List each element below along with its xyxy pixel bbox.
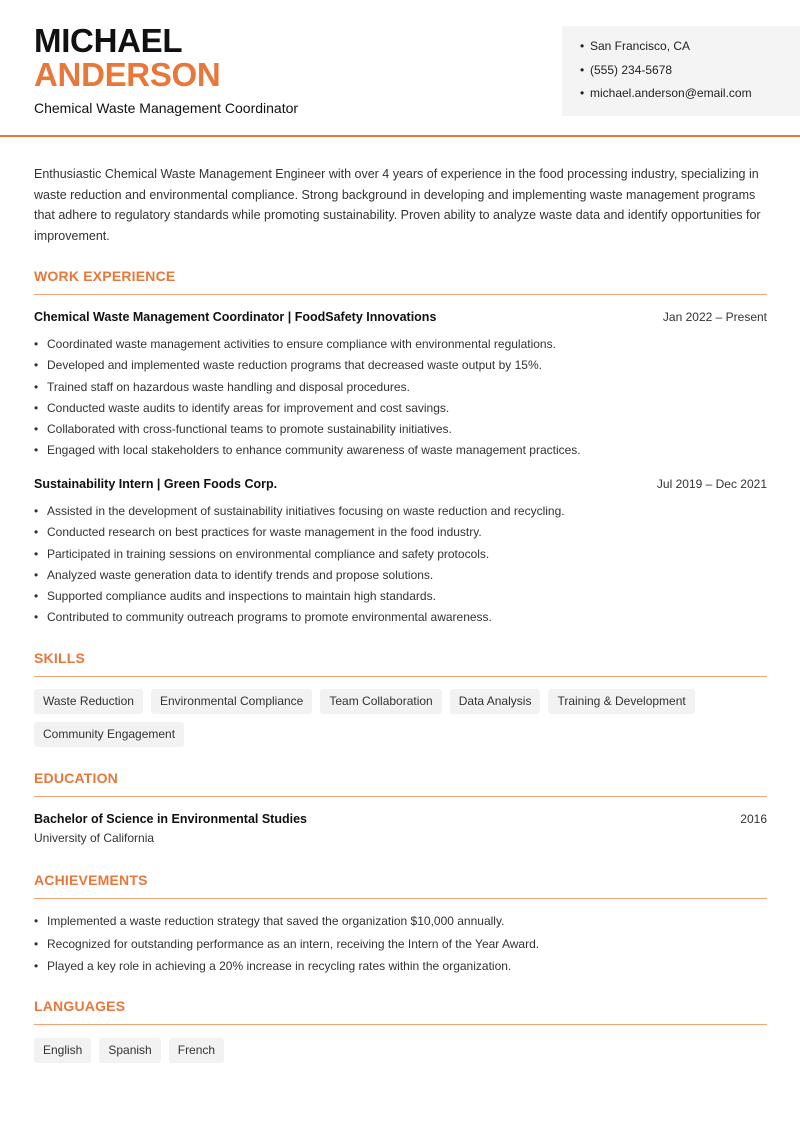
list-item: • Engaged with local stakeholders to enhance community awareness of waste management practices. xyxy=(34,443,581,458)
list-item: • Coordinated waste management activities to ensure compliance with environmental regulations. xyxy=(34,337,556,351)
job-header-1 xyxy=(34,310,767,324)
contact-location-text: San Francisco, CA xyxy=(590,39,691,53)
skill-chip: Waste Reduction xyxy=(34,689,143,714)
list-item: • Trained staff on hazardous waste handling and disposal procedures. xyxy=(34,379,410,394)
graduation-year: 2016 xyxy=(740,812,767,826)
section-divider xyxy=(34,676,767,677)
job-bullets-2 xyxy=(34,503,767,631)
section-divider xyxy=(34,898,767,899)
job-dates: Jul 2019 – Dec 2021 xyxy=(656,477,767,491)
list-item: • Collaborated with cross-functional teams to promote sustainability initiatives. xyxy=(34,422,452,437)
school-name: University of California xyxy=(34,831,155,845)
section-title-languages: LANGUAGES xyxy=(34,998,126,1014)
skill-chip: Environmental Compliance xyxy=(151,689,312,714)
contact-email xyxy=(580,85,800,109)
language-chip: English xyxy=(34,1038,91,1063)
list-item: • Assisted in the development of sustainability initiatives focusing on waste reduction and recycling. xyxy=(34,504,565,518)
contact-phone xyxy=(580,62,800,86)
list-item: • Analyzed waste generation data to identify trends and propose solutions. xyxy=(34,567,434,582)
resume-header xyxy=(0,0,800,137)
achievements-list xyxy=(34,913,767,981)
language-chip: Spanish xyxy=(99,1038,160,1063)
skill-chip: Team Collaboration xyxy=(320,689,441,714)
list-item: • Conducted waste audits to identify areas for improvement and cost savings. xyxy=(34,400,450,415)
contact-email-text: michael.anderson@email.com xyxy=(590,86,752,100)
bullet-icon: • xyxy=(580,39,585,53)
first-name: MICHAEL xyxy=(34,22,183,59)
job-role: Sustainability Intern | Green Foods Corp. xyxy=(34,477,278,491)
section-divider xyxy=(34,796,767,797)
list-item: • Played a key role in achieving a 20% increase in recycling rates within the organization. xyxy=(34,959,512,974)
language-chip: French xyxy=(169,1038,224,1063)
skill-chip: Community Engagement xyxy=(34,722,184,747)
section-divider xyxy=(34,1024,767,1025)
job-header-2 xyxy=(34,477,767,491)
section-title-education: EDUCATION xyxy=(34,770,118,786)
job-title: Chemical Waste Management Coordinator xyxy=(34,100,299,116)
section-divider xyxy=(34,294,767,295)
contact-location xyxy=(580,38,800,62)
professional-summary: Enthusiastic Chemical Waste Management Engineer with over 4 years of experience in the food processing industry, specializing in waste reduction and environmental compliance. Strong background in developing and implementing waste management programs that adhere to regulatory standards while promoting sustainability. Proven ability to analyze waste data and identify opportunities for improvement. xyxy=(34,167,761,244)
skills-list xyxy=(34,689,774,747)
degree: Bachelor of Science in Environmental Studies xyxy=(34,812,307,826)
languages-list xyxy=(34,1038,774,1063)
list-item: • Participated in training sessions on environmental compliance and safety protocols. xyxy=(34,546,490,561)
contact-phone-text: (555) 234-5678 xyxy=(590,62,673,77)
skill-chip: Training & Development xyxy=(548,689,694,714)
list-item: • Developed and implemented waste reduction programs that decreased waste output by 15%. xyxy=(34,358,542,373)
skill-chip: Data Analysis xyxy=(450,689,541,714)
list-item: • Recognized for outstanding performance as an intern, receiving the Intern of the Year Award. xyxy=(34,936,540,951)
bullet-icon: • xyxy=(580,86,585,100)
job-role: Chemical Waste Management Coordinator | FoodSafety Innovations xyxy=(34,310,437,324)
section-title-experience: WORK EXPERIENCE xyxy=(34,268,176,284)
education-header xyxy=(34,812,767,826)
section-title-skills: SKILLS xyxy=(34,650,85,666)
list-item: • Contributed to community outreach programs to promote environmental awareness. xyxy=(34,610,492,625)
last-name: ANDERSON xyxy=(34,56,221,93)
job-bullets-1 xyxy=(34,336,767,464)
list-item: • Supported compliance audits and inspections to maintain high standards. xyxy=(34,589,436,604)
contact-box xyxy=(562,26,800,116)
section-title-achievements: ACHIEVEMENTS xyxy=(34,872,148,888)
list-item: • Implemented a waste reduction strategy that saved the organization $10,000 annually. xyxy=(34,914,505,928)
job-dates: Jan 2022 – Present xyxy=(662,310,767,324)
bullet-icon: • xyxy=(580,62,585,77)
list-item: • Conducted research on best practices for waste management in the food industry. xyxy=(34,525,482,540)
